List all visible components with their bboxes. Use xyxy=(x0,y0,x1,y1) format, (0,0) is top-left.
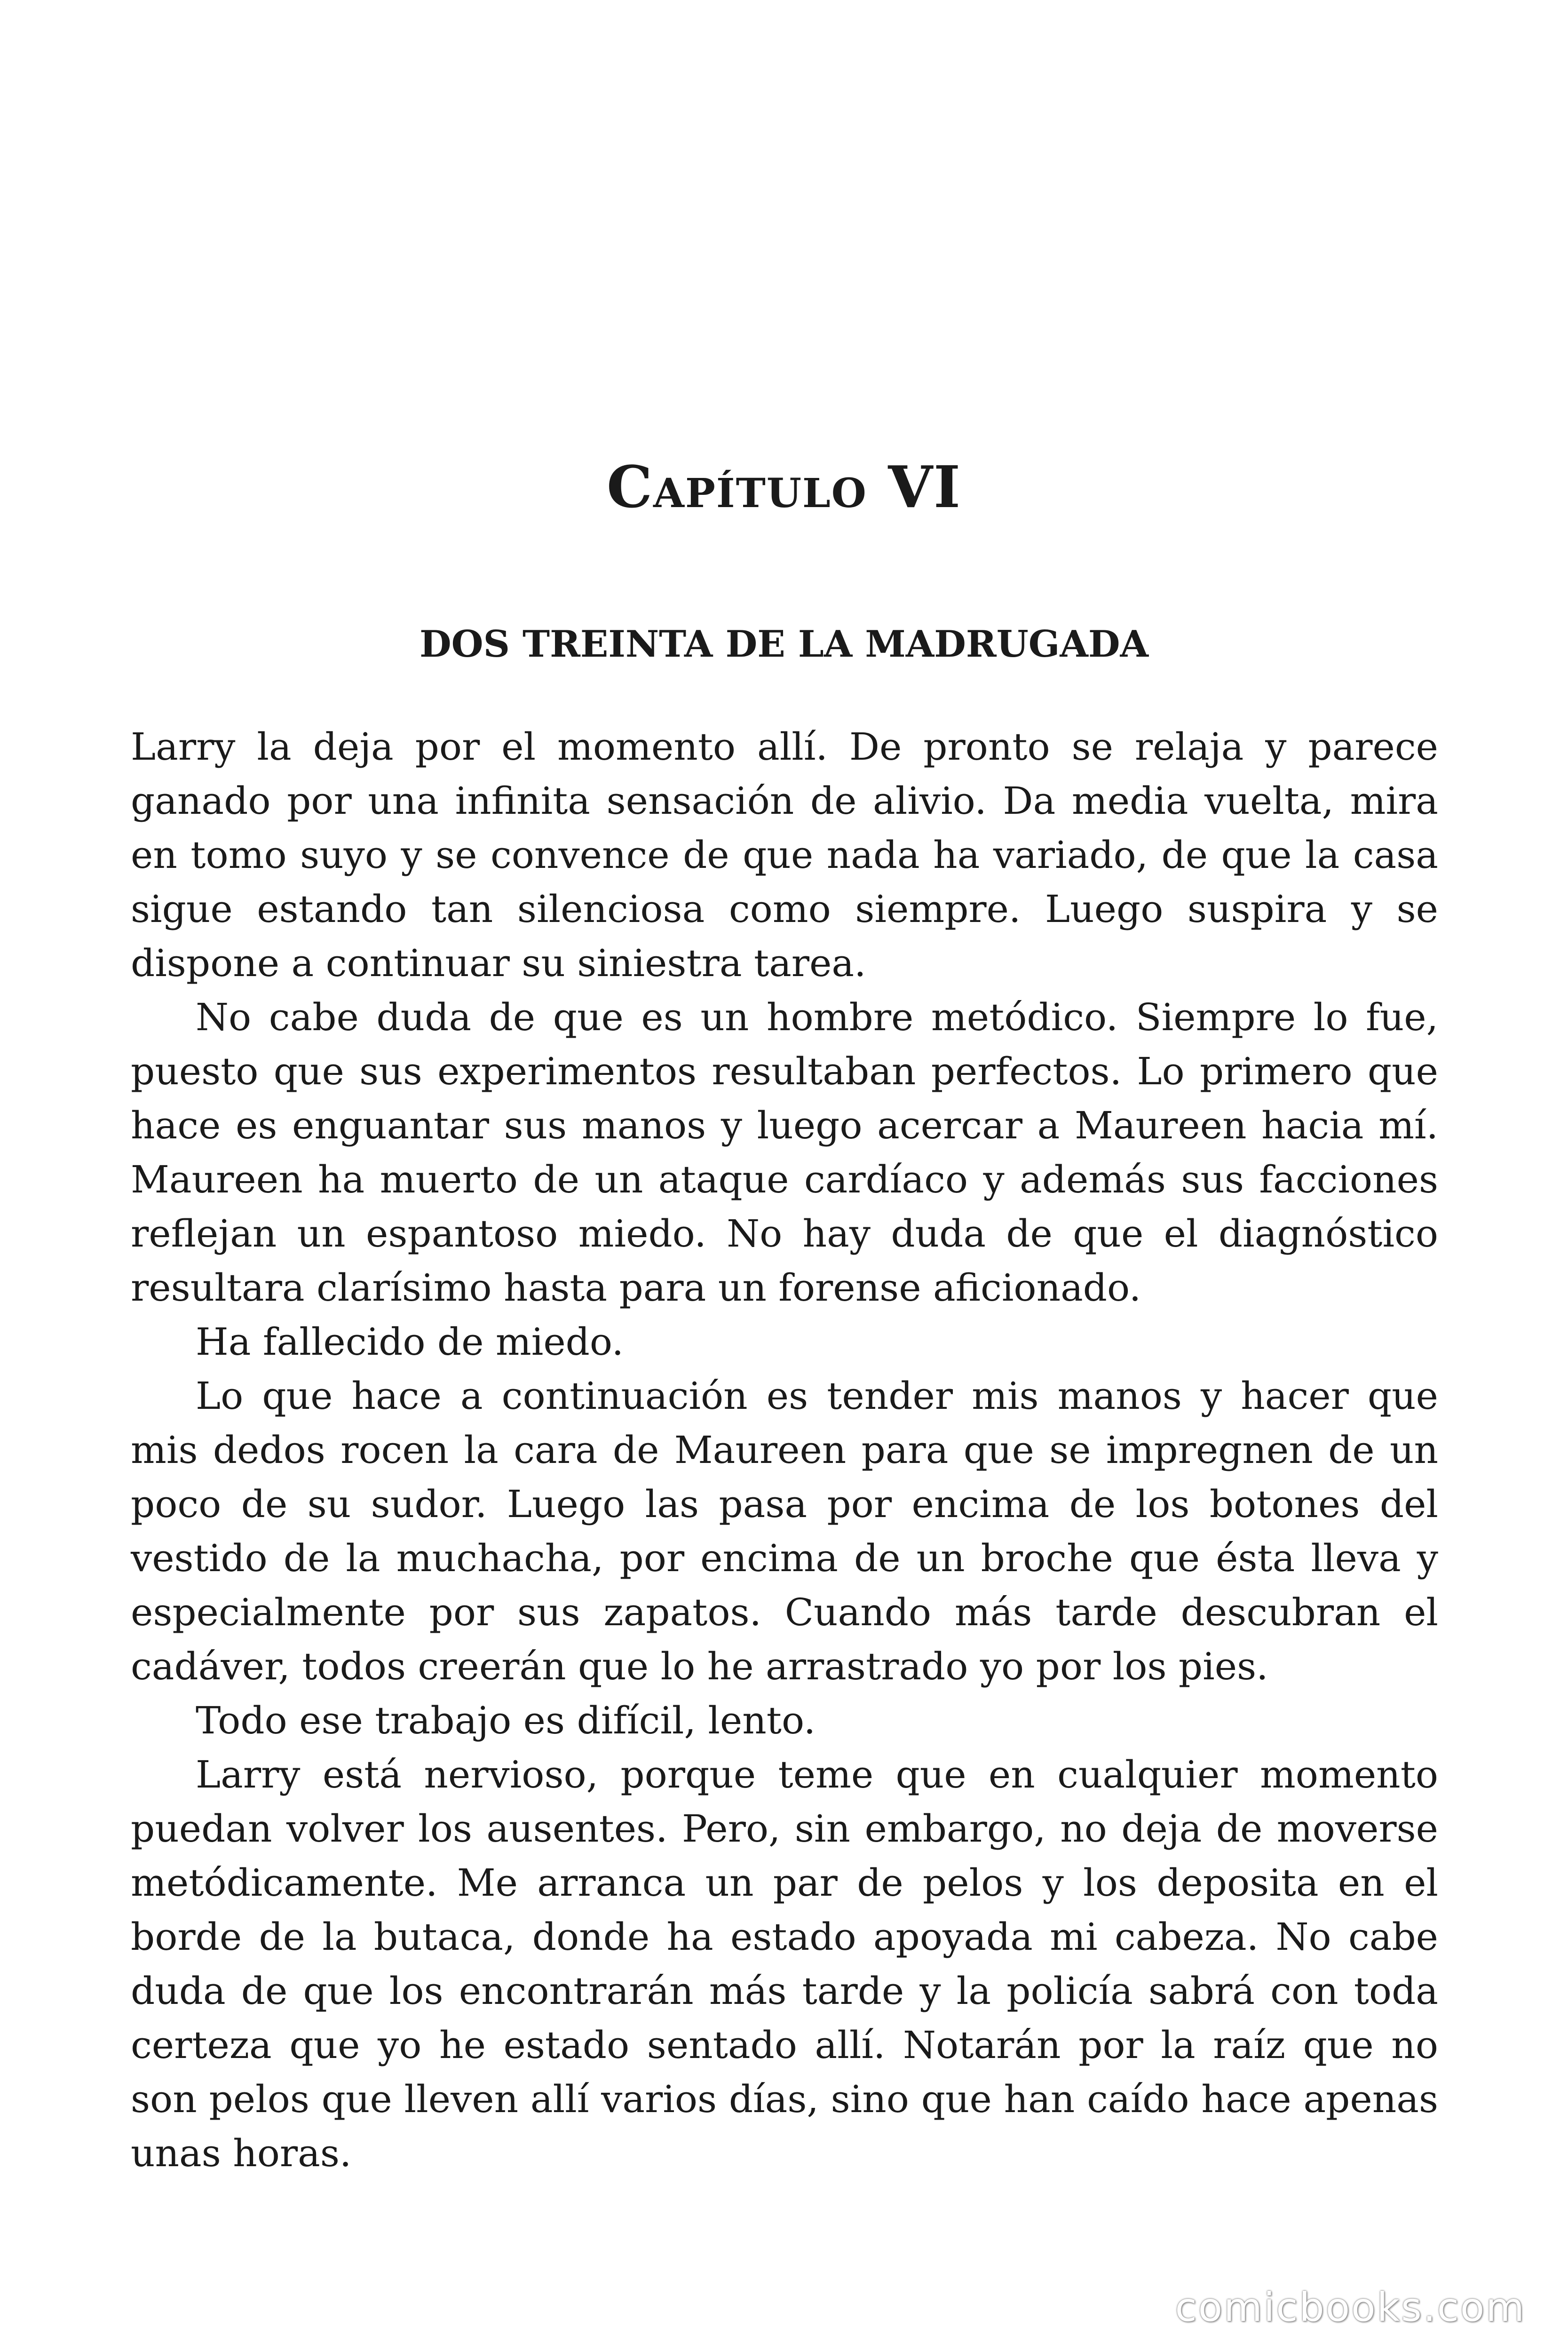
watermark: comicbooks.com xyxy=(1175,2284,1526,2330)
chapter-subtitle: DOS TREINTA DE LA MADRUGADA xyxy=(419,623,1149,666)
paragraph: Larry está nervioso, porque teme que en cualquier momento puedan volver los ausentes. Pero, sin embargo, no deja de moverse metódicamente. Me arranca un par de pelos y los deposita en el borde de la butaca, donde ha estado apoyada mi cabeza. No cabe duda de que los encontrarán más tarde y la policía sabrá con toda certeza que yo he estado sentado allí. Notarán por la raíz que no son pelos que lleven allí varios días, sino que han caído hace apenas unas horas. xyxy=(131,1753,1438,2175)
paragraph: Todo ese trabajo es difícil, lento. xyxy=(196,1699,816,1742)
paragraph: Ha fallecido de miedo. xyxy=(196,1320,624,1364)
body-text xyxy=(131,720,1438,2180)
paragraph: Larry la deja por el momento allí. De pronto se relaja y parece ganado por una infinita sensación de alivio. Da media vuelta, mira en tomo suyo y se convence de que nada ha variado, de que la casa sigue estando tan silenciosa como siempre. Luego suspira y se dispone a continuar su siniestra tarea. xyxy=(131,725,1438,985)
chapter-title: Capítulo VI xyxy=(606,453,962,521)
paragraph: Lo que hace a continuación es tender mis manos y hacer que mis dedos rocen la cara de Maureen para que se impregnen de un poco de su sudor. Luego las pasa por encima de los botones del vestido de la muchacha, por encima de un broche que ésta lleva y especialmente por sus zapatos. Cuando más tarde descubran el cadáver, todos creerán que lo he arrastrado yo por los pies. xyxy=(131,1374,1438,1688)
paragraph: No cabe duda de que es un hombre metódico. Siempre lo fue, puesto que sus experimentos resultaban perfectos. Lo primero que hace es enguantar sus manos y luego acercar a Maureen hacia mí. Maureen ha muerto de un ataque cardíaco y además sus facciones reflejan un espantoso miedo. No hay duda de que el diagnóstico resultara clarísimo hasta para un forense aficionado. xyxy=(131,995,1438,1310)
